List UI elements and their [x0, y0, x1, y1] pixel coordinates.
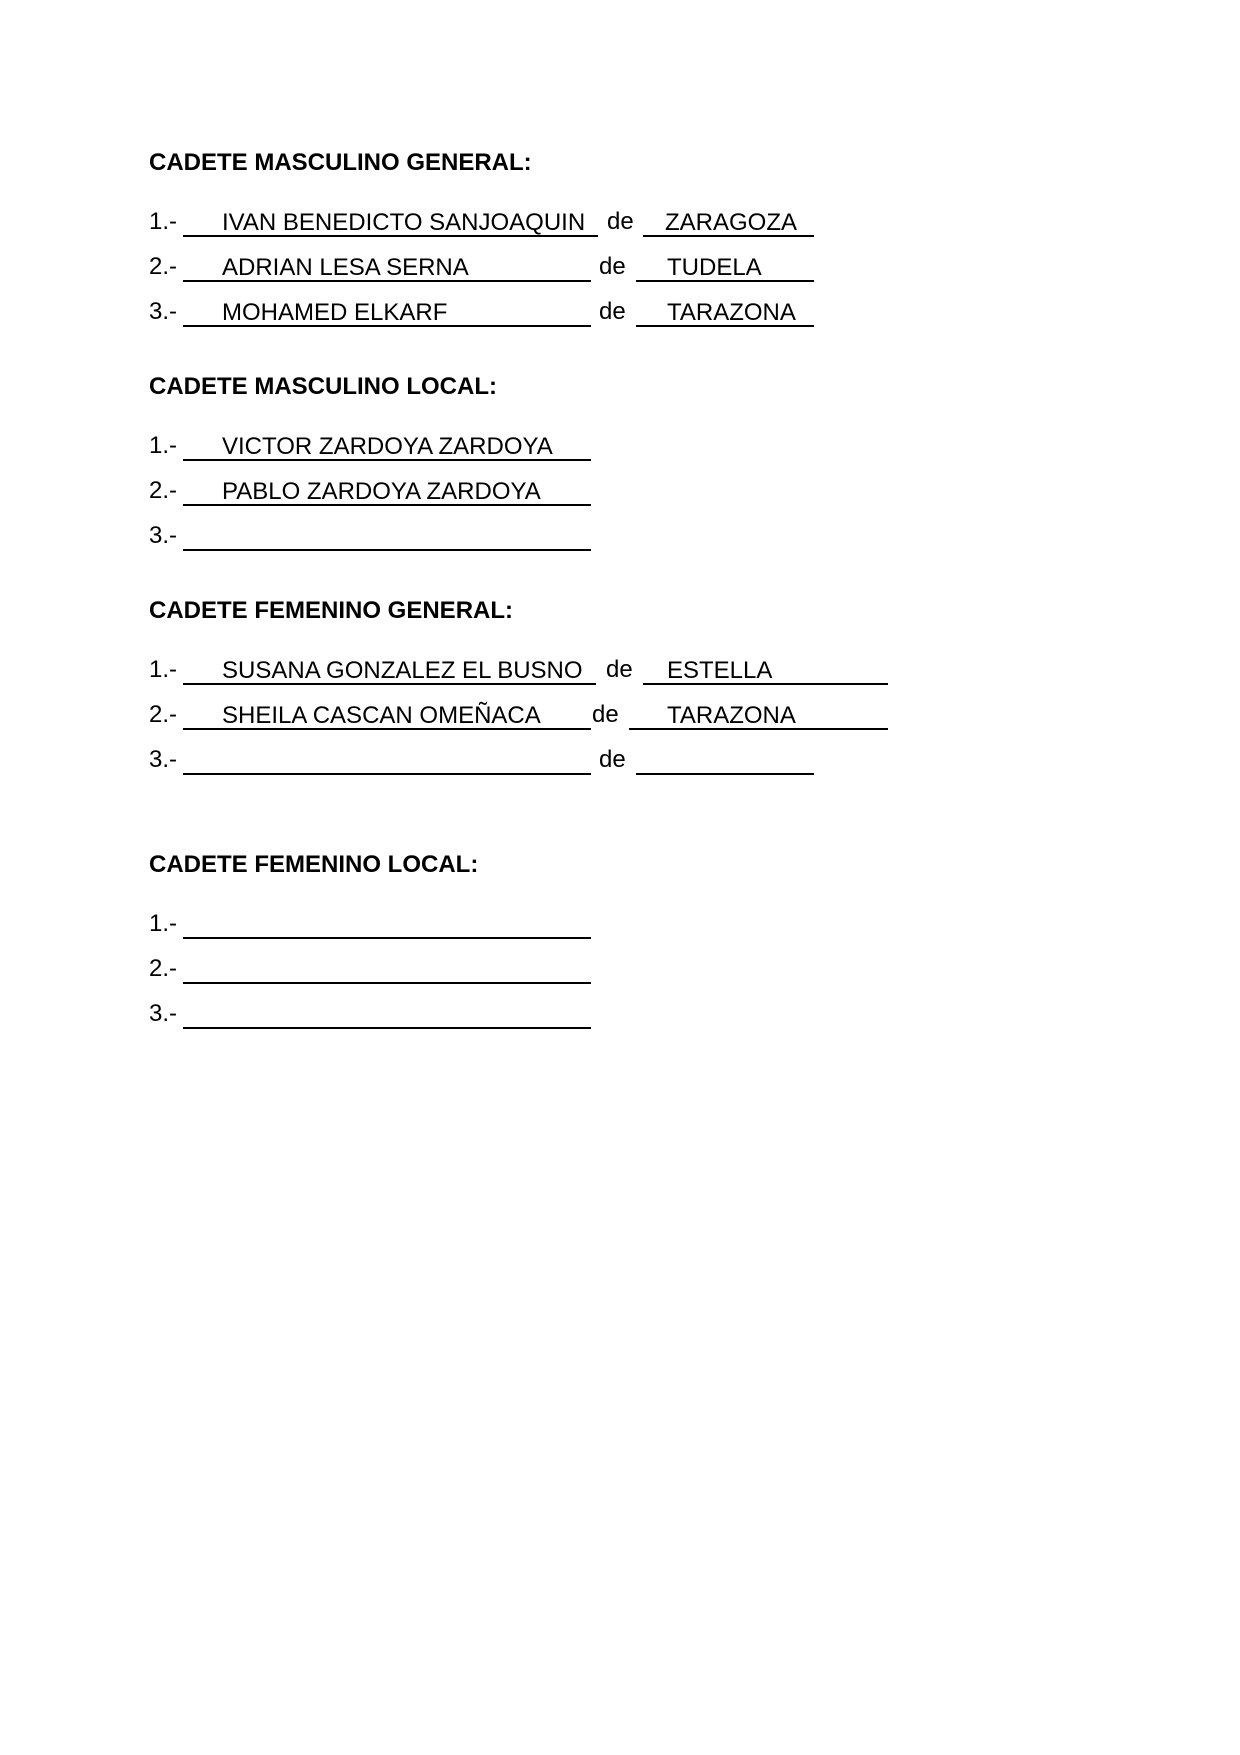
name-blank [183, 909, 591, 939]
de-label: de [606, 656, 633, 683]
position-number: 2.- [149, 253, 178, 280]
section-cadete-masculino-local [149, 372, 553, 549]
de-label: de [607, 208, 634, 235]
place-blank [643, 655, 888, 685]
name-blank [183, 745, 591, 775]
position-number: 1.- [149, 432, 178, 459]
section-heading: CADETE FEMENINO GENERAL: [149, 597, 514, 624]
name-blank [183, 954, 591, 984]
position-number: 3.- [149, 298, 178, 325]
section-heading: CADETE MASCULINO LOCAL: [149, 373, 497, 400]
de-label: de [599, 298, 626, 325]
position-number: 3.- [149, 1000, 178, 1027]
position-number: 1.- [149, 208, 178, 235]
position-number: 3.- [149, 522, 178, 549]
position-number: 1.- [149, 656, 178, 683]
section-cadete-femenino-general [149, 596, 796, 773]
name-blank [183, 655, 596, 685]
name-blank [183, 431, 591, 461]
name-blank [183, 521, 591, 551]
competitor-name: PABLO ZARDOYA ZARDOYA [222, 478, 541, 505]
competitor-name: MOHAMED ELKARF [222, 299, 448, 326]
position-number: 2.- [149, 701, 178, 728]
competitor-town: ESTELLA [667, 657, 773, 684]
name-blank [183, 207, 598, 237]
place-blank [636, 297, 814, 327]
competitor-name: IVAN BENEDICTO SANJOAQUIN [222, 209, 586, 236]
section-heading: CADETE MASCULINO GENERAL: [149, 149, 532, 176]
competitor-town: TARAZONA [667, 299, 796, 326]
competitor-town: ZARAGOZA [665, 209, 798, 236]
competitor-name: SUSANA GONZALEZ EL BUSNO [222, 657, 583, 684]
name-blank [183, 476, 591, 506]
section-cadete-masculino-general [149, 148, 798, 326]
competitor-town: TARAZONA [667, 702, 796, 729]
competitor-town: TUDELA [667, 254, 762, 281]
position-number: 2.- [149, 955, 178, 982]
competitor-name: SHEILA CASCAN OMEÑACA [222, 702, 541, 729]
name-blank [183, 999, 591, 1029]
de-label: de [592, 701, 619, 728]
section-heading: CADETE FEMENINO LOCAL: [149, 851, 479, 878]
de-label: de [599, 253, 626, 280]
position-number: 1.- [149, 910, 178, 937]
name-blank [183, 252, 591, 282]
place-blank [636, 252, 814, 282]
competitor-name: ADRIAN LESA SERNA [222, 254, 469, 281]
name-blank [183, 700, 591, 730]
position-number: 3.- [149, 746, 178, 773]
competitor-name: VICTOR ZARDOYA ZARDOYA [222, 433, 553, 460]
position-number: 2.- [149, 477, 178, 504]
place-blank [636, 745, 814, 775]
name-blank [183, 297, 591, 327]
place-blank [629, 700, 888, 730]
place-blank [643, 207, 814, 237]
de-label: de [599, 746, 626, 773]
section-cadete-femenino-local [149, 850, 479, 1027]
